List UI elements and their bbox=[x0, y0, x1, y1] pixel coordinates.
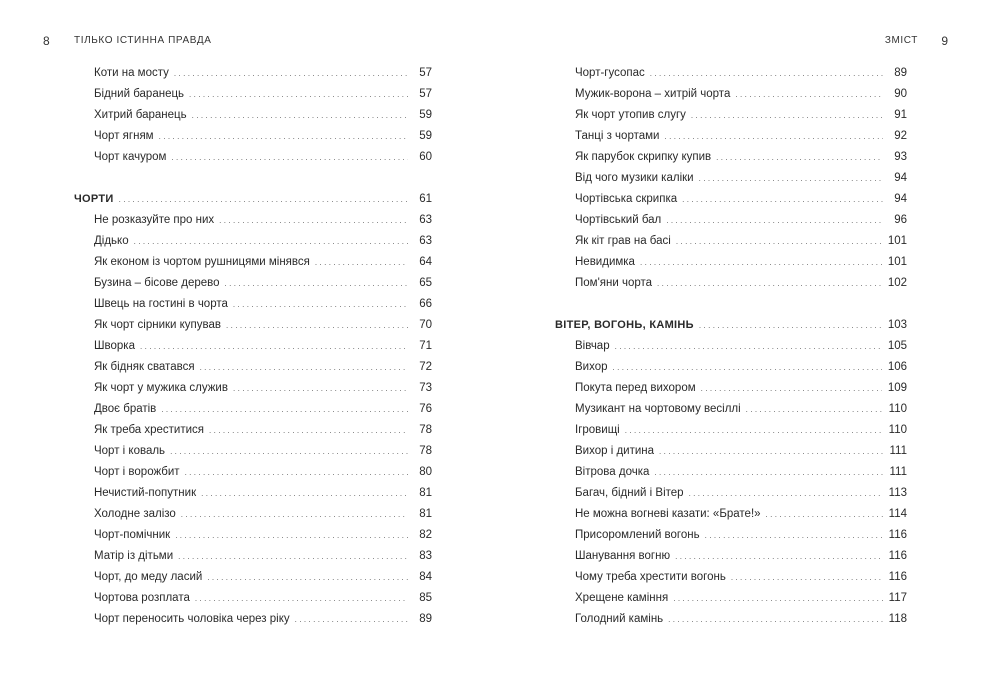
entry-title: Чортівський бал bbox=[575, 214, 662, 226]
toc-entry bbox=[555, 420, 907, 441]
entry-title: Багач, бідний і Вітер bbox=[575, 487, 684, 499]
entry-title: Холодне залізо bbox=[94, 508, 176, 520]
entry-page: 101 bbox=[887, 235, 907, 247]
entry-title: Танці з чортами bbox=[575, 130, 660, 142]
toc-entry bbox=[74, 462, 432, 483]
entry-title: Як парубок скрипку купив bbox=[575, 151, 712, 163]
toc-entry bbox=[74, 252, 432, 273]
toc-entry bbox=[555, 147, 907, 168]
entry-page: 57 bbox=[419, 67, 432, 79]
entry-page: 110 bbox=[888, 424, 907, 436]
entry-title: Вівчар bbox=[575, 340, 610, 352]
entry-page: 96 bbox=[894, 214, 907, 226]
entry-page: 85 bbox=[419, 592, 432, 604]
dot-leader bbox=[195, 588, 408, 609]
dot-leader bbox=[689, 483, 883, 504]
toc-entry bbox=[555, 84, 907, 105]
entry-page: 106 bbox=[887, 361, 907, 373]
toc-entry bbox=[74, 147, 432, 168]
dot-leader bbox=[295, 609, 408, 630]
dot-leader bbox=[159, 126, 408, 147]
entry-title: Голодний камінь bbox=[575, 613, 664, 625]
entry-page: 89 bbox=[894, 67, 907, 79]
entry-page: 78 bbox=[419, 445, 432, 457]
toc-entry bbox=[555, 231, 907, 252]
entry-page: 111 bbox=[889, 466, 907, 478]
section-page: 61 bbox=[419, 193, 432, 205]
entry-title: Чорт, до меду ласий bbox=[94, 571, 203, 583]
entry-title: Дідько bbox=[94, 235, 129, 247]
toc-entry bbox=[74, 399, 432, 420]
entry-page: 70 bbox=[419, 319, 432, 331]
toc-entry bbox=[555, 567, 907, 588]
entry-page: 113 bbox=[888, 487, 907, 499]
toc-group bbox=[555, 336, 907, 630]
dot-leader bbox=[615, 336, 882, 357]
dot-leader bbox=[668, 609, 882, 630]
toc-entry bbox=[555, 588, 907, 609]
toc-entry bbox=[74, 567, 432, 588]
entry-title: Від чого музики каліки bbox=[575, 172, 694, 184]
entry-title: Двоє братів bbox=[94, 403, 157, 415]
entry-page: 59 bbox=[419, 130, 432, 142]
section-title: ВІТЕР, ВОГОНЬ, КАМІНЬ bbox=[555, 319, 694, 331]
toc-entry bbox=[555, 189, 907, 210]
entry-title: Як чорт у мужика служив bbox=[94, 382, 228, 394]
entry-page: 116 bbox=[888, 529, 907, 541]
toc-entry bbox=[74, 525, 432, 546]
dot-leader bbox=[175, 525, 408, 546]
entry-title: Присоромлений вогонь bbox=[575, 529, 700, 541]
toc-entry bbox=[555, 462, 907, 483]
toc-entry bbox=[74, 420, 432, 441]
entry-page: 118 bbox=[888, 613, 907, 625]
entry-page: 60 bbox=[419, 151, 432, 163]
entry-title: Бузина – бісове дерево bbox=[94, 277, 220, 289]
dot-leader bbox=[625, 420, 883, 441]
entry-page: 59 bbox=[419, 109, 432, 121]
entry-page: 116 bbox=[888, 550, 907, 562]
entry-title: Матір із дітьми bbox=[94, 550, 174, 562]
dot-leader bbox=[226, 315, 408, 336]
entry-title: Хитрий баранець bbox=[94, 109, 187, 121]
toc-entry bbox=[74, 357, 432, 378]
entry-title: Невидимка bbox=[575, 256, 635, 268]
running-head: ТІЛЬКО ІСТИННА ПРАВДА bbox=[74, 35, 212, 46]
dot-leader bbox=[189, 84, 408, 105]
entry-title: Як економ із чортом рушницями мінявся bbox=[94, 256, 310, 268]
entry-page: 71 bbox=[419, 340, 432, 352]
entry-title: Чорт переносить чоловіка через ріку bbox=[94, 613, 290, 625]
entry-title: Чорт і ворожбит bbox=[94, 466, 180, 478]
dot-leader bbox=[170, 441, 408, 462]
entry-title: Чортова розплата bbox=[94, 592, 190, 604]
toc-entry bbox=[555, 210, 907, 231]
dot-leader bbox=[185, 462, 408, 483]
toc-entry bbox=[555, 357, 907, 378]
entry-page: 114 bbox=[888, 508, 907, 520]
entry-title: Чому треба хрестити вогонь bbox=[575, 571, 726, 583]
toc-list bbox=[74, 63, 432, 630]
toc-entry bbox=[74, 273, 432, 294]
toc-entry bbox=[74, 378, 432, 399]
toc-entry bbox=[555, 126, 907, 147]
entry-title: Ігровищі bbox=[575, 424, 620, 436]
dot-leader bbox=[171, 147, 408, 168]
entry-title: Шворка bbox=[94, 340, 135, 352]
dot-leader bbox=[161, 399, 408, 420]
entry-page: 116 bbox=[888, 571, 907, 583]
toc-entry bbox=[555, 399, 907, 420]
entry-title: Чорт-помічник bbox=[94, 529, 171, 541]
toc-entry bbox=[74, 483, 432, 504]
dot-leader bbox=[675, 546, 883, 567]
section-title: ЧОРТИ bbox=[74, 193, 114, 205]
dot-leader bbox=[746, 399, 883, 420]
toc-entry bbox=[555, 483, 907, 504]
dot-leader bbox=[613, 357, 882, 378]
dot-leader bbox=[666, 210, 883, 231]
entry-title: Мужик-ворона – хитрій чорта bbox=[575, 88, 731, 100]
dot-leader bbox=[140, 336, 408, 357]
entry-page: 81 bbox=[419, 508, 432, 520]
toc-entry bbox=[74, 336, 432, 357]
entry-page: 117 bbox=[888, 592, 907, 604]
entry-title: Вихор і дитина bbox=[575, 445, 655, 457]
dot-leader bbox=[699, 168, 883, 189]
toc-entry bbox=[74, 63, 432, 84]
entry-title: Як кіт грав на басі bbox=[575, 235, 671, 247]
dot-leader bbox=[659, 441, 883, 462]
entry-page: 80 bbox=[419, 466, 432, 478]
entry-page: 63 bbox=[419, 214, 432, 226]
dot-leader bbox=[701, 378, 882, 399]
toc-entry bbox=[74, 231, 432, 252]
dot-leader bbox=[654, 462, 883, 483]
dot-leader bbox=[200, 357, 408, 378]
dot-leader bbox=[201, 483, 408, 504]
entry-page: 90 bbox=[894, 88, 907, 100]
toc-entry bbox=[555, 525, 907, 546]
toc-group bbox=[74, 210, 432, 630]
dot-leader bbox=[640, 252, 882, 273]
entry-page: 65 bbox=[419, 277, 432, 289]
toc-group bbox=[555, 63, 907, 294]
toc-entry bbox=[555, 378, 907, 399]
toc-entry bbox=[74, 546, 432, 567]
toc-entry bbox=[74, 504, 432, 525]
entry-page: 84 bbox=[419, 571, 432, 583]
entry-page: 92 bbox=[894, 130, 907, 142]
toc-entry bbox=[74, 294, 432, 315]
entry-page: 81 bbox=[419, 487, 432, 499]
entry-title: Покута перед вихором bbox=[575, 382, 696, 394]
dot-leader bbox=[673, 588, 882, 609]
entry-page: 109 bbox=[887, 382, 907, 394]
dot-leader bbox=[650, 63, 883, 84]
dot-leader bbox=[119, 189, 408, 210]
dot-leader bbox=[315, 252, 408, 273]
toc-entry bbox=[555, 609, 907, 630]
section-page: 103 bbox=[887, 319, 907, 331]
entry-page: 83 bbox=[419, 550, 432, 562]
entry-title: Чорт ягням bbox=[94, 130, 154, 142]
entry-page: 93 bbox=[894, 151, 907, 163]
dot-leader bbox=[174, 63, 408, 84]
toc-entry bbox=[555, 168, 907, 189]
entry-page: 105 bbox=[887, 340, 907, 352]
entry-title: Як бідняк сватався bbox=[94, 361, 195, 373]
entry-page: 82 bbox=[419, 529, 432, 541]
toc-entry bbox=[74, 315, 432, 336]
entry-title: Бідний баранець bbox=[94, 88, 185, 100]
dot-leader bbox=[207, 567, 408, 588]
toc-entry bbox=[74, 126, 432, 147]
entry-page: 64 bbox=[419, 256, 432, 268]
entry-page: 78 bbox=[419, 424, 432, 436]
entry-page: 94 bbox=[894, 193, 907, 205]
toc-entry bbox=[555, 105, 907, 126]
toc-entry bbox=[555, 441, 907, 462]
dot-leader bbox=[766, 504, 883, 525]
entry-title: Пом'яни чорта bbox=[575, 277, 653, 289]
right-page bbox=[495, 0, 991, 684]
toc-section-heading bbox=[555, 315, 907, 336]
entry-page: 73 bbox=[419, 382, 432, 394]
dot-leader bbox=[178, 546, 408, 567]
entry-title: Чорт і коваль bbox=[94, 445, 166, 457]
entry-title: Шанування вогню bbox=[575, 550, 671, 562]
dot-leader bbox=[676, 231, 882, 252]
entry-title: Чорт качуром bbox=[94, 151, 167, 163]
dot-leader bbox=[192, 105, 408, 126]
entry-title: Як чорт утопив слугу bbox=[575, 109, 686, 121]
entry-title: Чорт-гусопас bbox=[575, 67, 645, 79]
entry-title: Швець на гостині в чорта bbox=[94, 298, 228, 310]
entry-title: Не розказуйте про них bbox=[94, 214, 215, 226]
toc-entry bbox=[74, 105, 432, 126]
dot-leader bbox=[134, 231, 408, 252]
entry-title: Як треба хреститися bbox=[94, 424, 205, 436]
toc-entry bbox=[74, 210, 432, 231]
dot-leader bbox=[691, 105, 883, 126]
page-number: 8 bbox=[43, 34, 50, 48]
entry-page: 94 bbox=[894, 172, 907, 184]
entry-page: 72 bbox=[419, 361, 432, 373]
dot-leader bbox=[682, 189, 883, 210]
entry-page: 111 bbox=[889, 445, 907, 457]
entry-title: Нечистий-попутник bbox=[94, 487, 197, 499]
dot-leader bbox=[699, 315, 882, 336]
toc-section-heading bbox=[74, 189, 432, 210]
dot-leader bbox=[181, 504, 408, 525]
entry-page: 102 bbox=[887, 277, 907, 289]
toc-entry bbox=[555, 252, 907, 273]
toc-entry bbox=[74, 441, 432, 462]
toc-entry bbox=[555, 273, 907, 294]
entry-title: Музикант на чортовому весіллі bbox=[575, 403, 741, 415]
toc-list bbox=[555, 63, 907, 630]
toc-entry bbox=[555, 63, 907, 84]
dot-leader bbox=[657, 273, 882, 294]
entry-page: 63 bbox=[419, 235, 432, 247]
dot-leader bbox=[705, 525, 883, 546]
entry-page: 76 bbox=[419, 403, 432, 415]
entry-page: 66 bbox=[419, 298, 432, 310]
dot-leader bbox=[225, 273, 408, 294]
toc-entry bbox=[555, 504, 907, 525]
page-number: 9 bbox=[941, 34, 948, 48]
dot-leader bbox=[209, 420, 408, 441]
entry-page: 101 bbox=[887, 256, 907, 268]
dot-leader bbox=[664, 126, 883, 147]
entry-title: Вітрова дочка bbox=[575, 466, 650, 478]
entry-title: Коти на мосту bbox=[94, 67, 169, 79]
dot-leader bbox=[735, 84, 883, 105]
entry-title: Хрещене каміння bbox=[575, 592, 669, 604]
toc-entry bbox=[555, 546, 907, 567]
entry-title: Вихор bbox=[575, 361, 608, 373]
toc-entry bbox=[555, 336, 907, 357]
entry-page: 89 bbox=[419, 613, 432, 625]
dot-leader bbox=[233, 378, 408, 399]
toc-entry bbox=[74, 588, 432, 609]
entry-page: 91 bbox=[894, 109, 907, 121]
toc-entry bbox=[74, 609, 432, 630]
dot-leader bbox=[219, 210, 408, 231]
entry-title: Як чорт сірники купував bbox=[94, 319, 222, 331]
entry-page: 57 bbox=[419, 88, 432, 100]
dot-leader bbox=[716, 147, 883, 168]
entry-page: 110 bbox=[888, 403, 907, 415]
dot-leader bbox=[233, 294, 408, 315]
dot-leader bbox=[731, 567, 883, 588]
entry-title: Не можна вогневі казати: «Брате!» bbox=[575, 508, 761, 520]
entry-title: Чортівська скрипка bbox=[575, 193, 678, 205]
running-head: ЗМІСТ bbox=[884, 35, 918, 46]
left-page bbox=[0, 0, 495, 684]
toc-entry bbox=[74, 84, 432, 105]
toc-group bbox=[74, 63, 432, 168]
